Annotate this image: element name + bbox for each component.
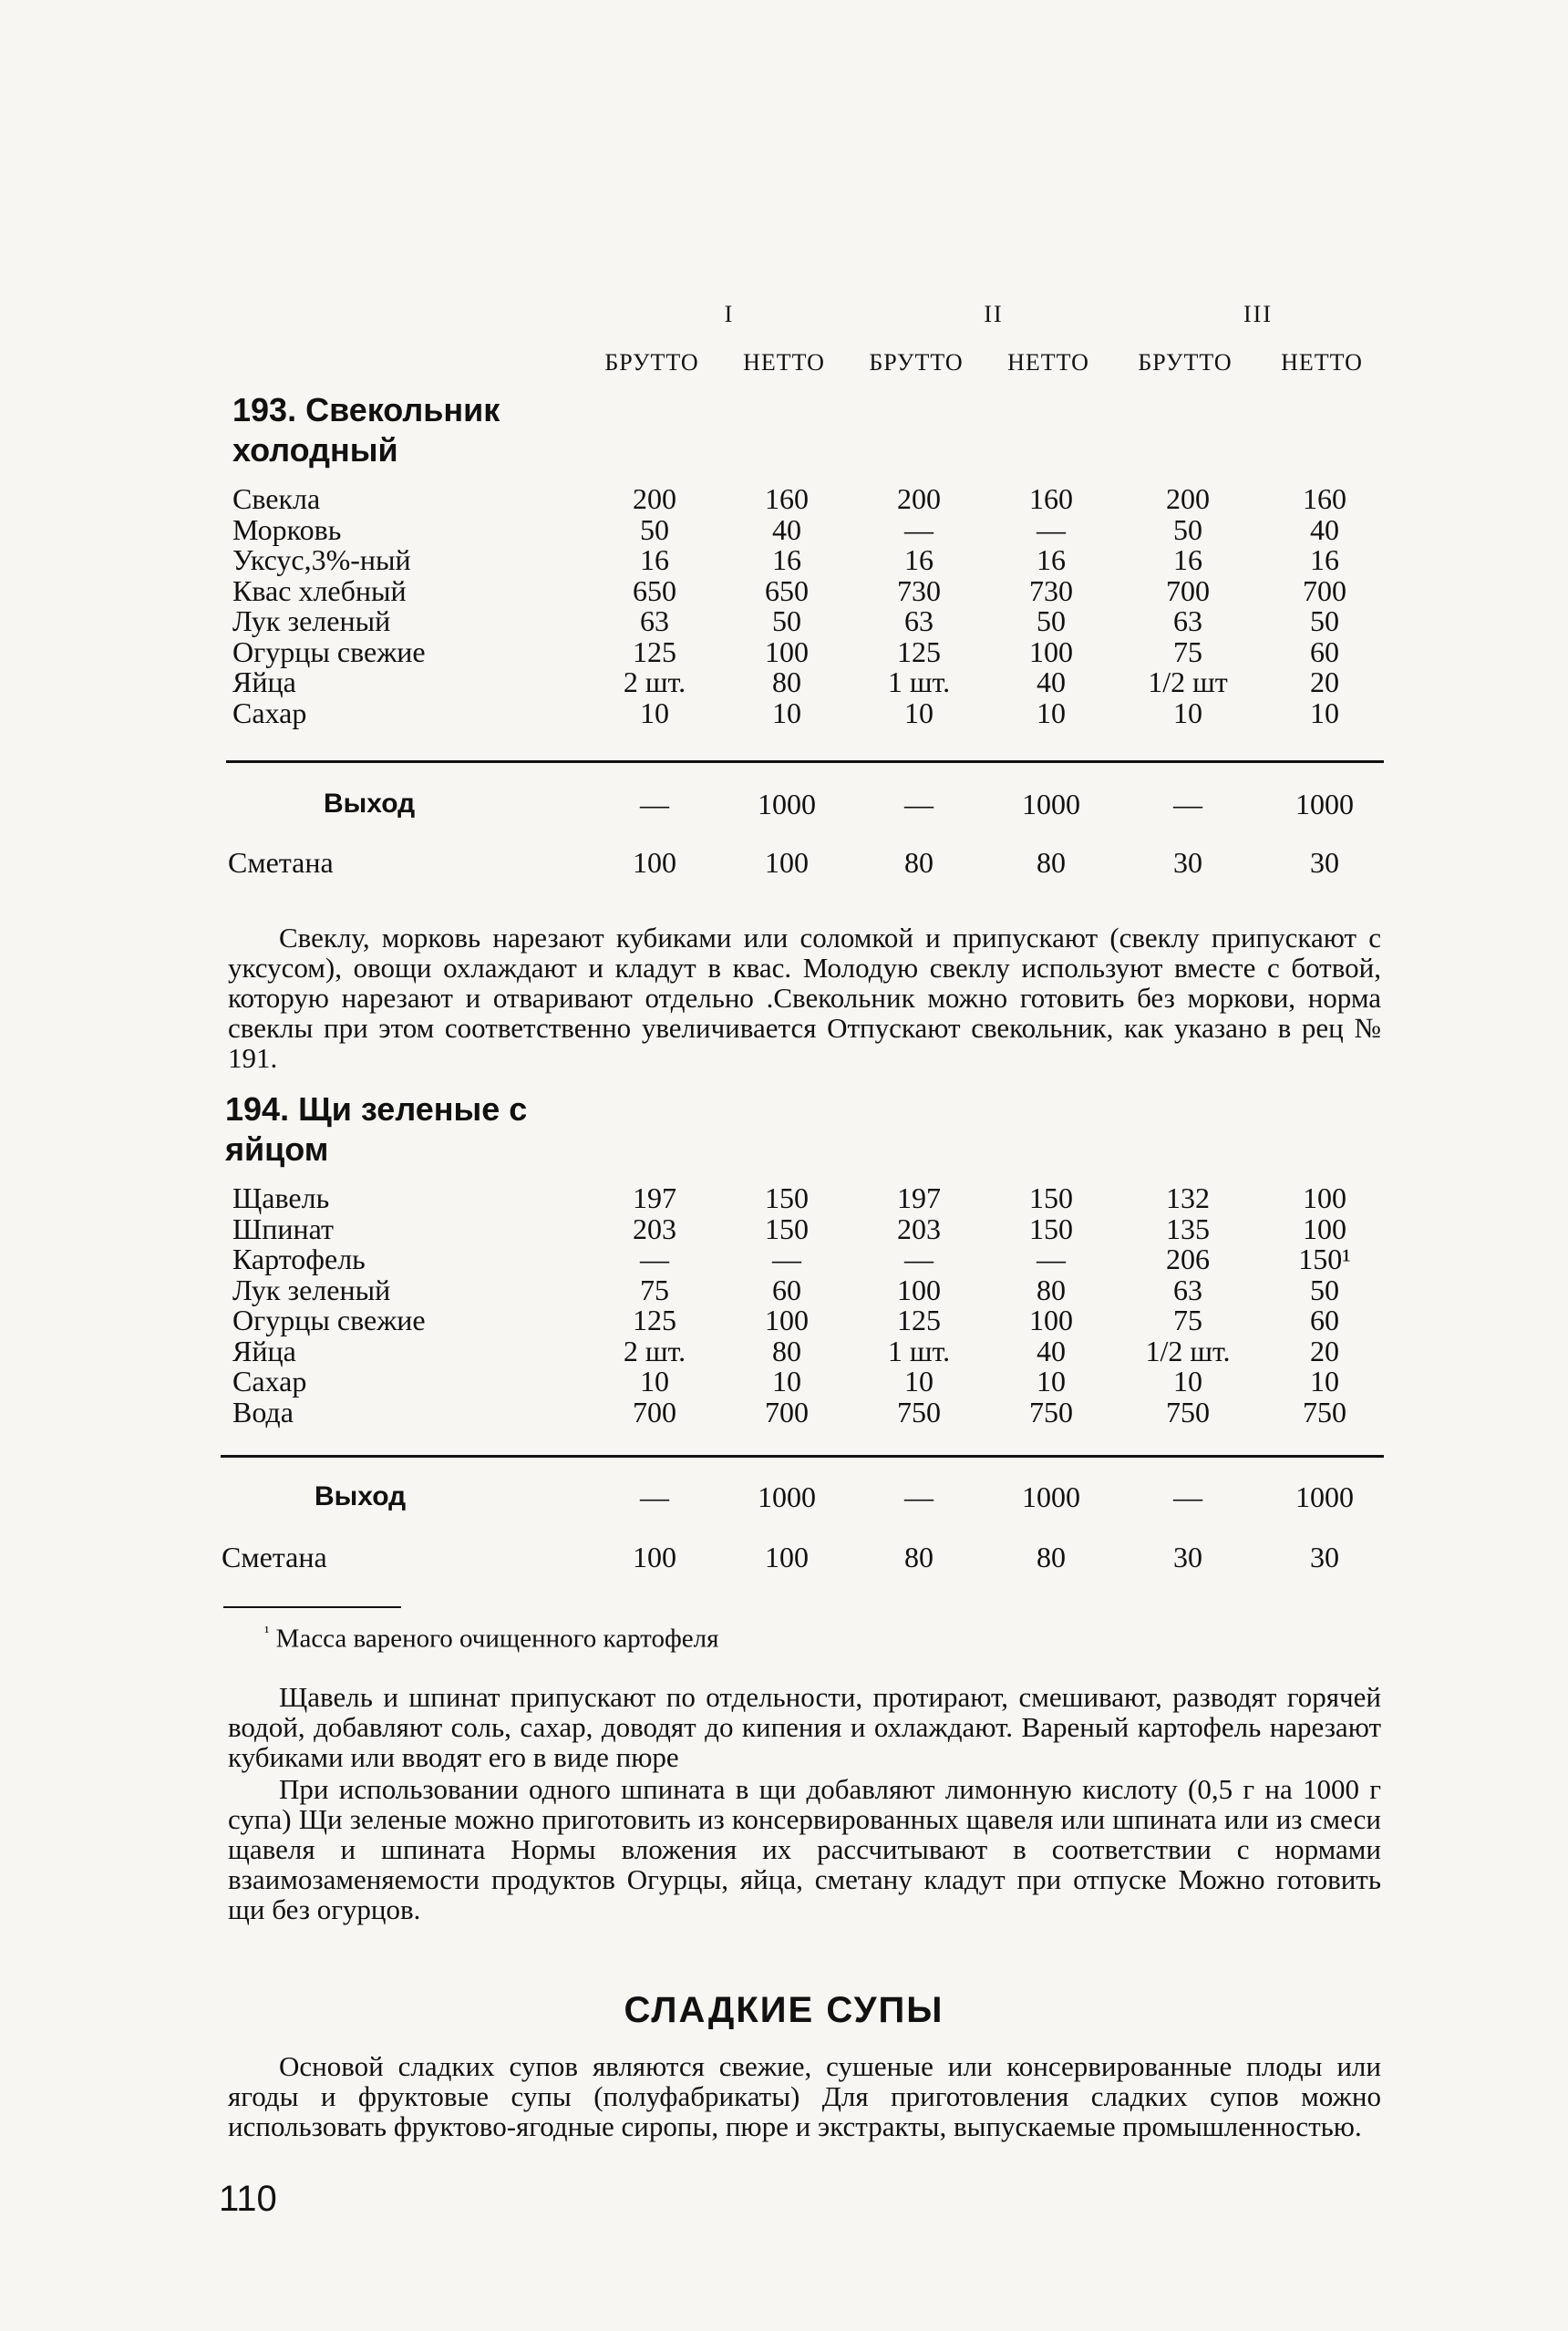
ingredient-name: Квас хлебный [232,573,407,607]
ingredient-name: Уксус,3%-ный [232,543,411,576]
table-row [0,1243,1568,1274]
netto-value: 1000 [1295,1480,1354,1513]
brutto-value: 16 [904,543,934,576]
netto-value: 700 [765,1395,809,1429]
netto-value: 100 [765,1304,809,1336]
netto-value: 40 [1037,665,1066,698]
brutto-value: — [904,1480,934,1513]
ingredient-name: Шпинат [232,1212,335,1245]
brutto-value: 1/2 шт. [1145,1334,1231,1367]
netto-value: 700 [1303,573,1346,607]
brutto-value: 2 шт. [623,665,686,698]
sour-cream-row [0,1539,1568,1575]
brutto-value: 197 [897,1181,941,1214]
table-row [0,544,1568,575]
header-brutto-2: БРУТТО [869,349,964,376]
brutto-value: 197 [633,1181,676,1214]
table-row [0,1274,1568,1305]
brutto-value: 125 [897,634,941,668]
brutto-value: 75 [1173,1304,1202,1336]
brutto-value: 50 [1173,512,1202,546]
ingredient-name: Морковь [232,512,342,546]
brutto-value: 132 [1166,1181,1210,1214]
netto-value: 100 [765,1541,809,1573]
brutto-value: 10 [904,1365,934,1398]
recipe-instructions: Щавель и шпинат припускают по отдельности, протирают, смешивают, разводят горячей водой, добавляют соль, сахар, доводят до кипения и охлаждают. Вареный картофель нарезают кубиками или вводят его в виде пюре [228,1681,1381,1773]
table-row [0,1397,1568,1428]
brutto-value: 200 [633,482,676,515]
netto-value: 750 [1029,1395,1073,1429]
footnote-mark: ¹ [264,1623,270,1641]
brutto-value: 75 [640,1273,669,1306]
brutto-value: 1 шт. [887,665,951,698]
section-title: СЛАДКИЕ СУПЫ [624,1990,944,2030]
brutto-value: 63 [1173,1273,1202,1306]
brutto-value: 200 [1166,482,1210,515]
output-row [0,1479,1568,1515]
brutto-value: 16 [640,543,669,576]
netto-value: 80 [772,1334,801,1367]
netto-value: 650 [765,573,809,607]
brutto-value: 1/2 шт [1148,665,1228,698]
brutto-value: 100 [633,1541,676,1573]
netto-value: 40 [772,512,801,546]
brutto-value: 30 [1173,846,1202,879]
brutto-value: 750 [897,1395,941,1429]
row-label: Выход [315,1481,407,1511]
column-headers [0,301,1568,383]
header-netto-2: НЕТТО [1007,349,1089,376]
table-row [0,1336,1568,1367]
netto-value: 40 [1310,512,1339,546]
netto-value: 150 [765,1212,809,1245]
brutto-value: 125 [633,634,676,668]
row-label: Сметана [228,846,334,879]
netto-value: 80 [1037,1541,1066,1573]
ingredient-name: Сахар [232,696,307,729]
brutto-value: 125 [633,1304,676,1336]
netto-value: 16 [1037,543,1066,576]
brutto-value: 10 [1173,1365,1202,1398]
brutto-value: — [640,788,669,820]
netto-value: 10 [772,696,801,729]
brutto-value: 100 [633,846,676,879]
recipe-notes: При использовании одного шпината в щи добавляют лимонную кислоту (0,5 г на 1000 г супа) Щи зеленые можно приготовить из консервированных щавеля или шпината или из смеси щавеля и шпината Нормы вложения их рассчитывают в соответствии с нормами взаимозаменяемости продуктов Огурцы, яйца, сметану кладут при отпуске Можно готовить щи без огурцов. [228,1773,1381,1925]
netto-value: 16 [772,543,801,576]
netto-value: 160 [1303,482,1346,515]
netto-value: 150 [1029,1212,1073,1245]
netto-value: 1000 [1022,1480,1080,1513]
netto-value: 100 [1029,1304,1073,1336]
netto-value: 100 [765,634,809,668]
ingredient-name: Щавель [232,1181,330,1214]
netto-value: 150 [1029,1181,1073,1214]
ingredient-name: Сахар [232,1365,307,1398]
ingredient-name: Яйца [232,665,296,698]
brutto-value: — [1173,788,1202,820]
footnote-rule [223,1606,401,1608]
brutto-value: 10 [640,1365,669,1398]
row-label: Сметана [222,1541,327,1573]
recipe-title: 193. Свекольник холодный [232,391,500,469]
table-row [0,1366,1568,1397]
netto-value: 20 [1310,665,1339,698]
brutto-value: 50 [640,512,669,546]
recipe-instructions: Свеклу, морковь нарезают кубиками или соломкой и припускают (свеклу припускают с уксусом), овощи охлаждают и кладут в квас. Молодую свеклу используют вместе с ботвой, которую нарезают и отваривают отдельно .Свекольник можно готовить без моркови, норма свеклы при этом соответственно увеличивается Отпускают свекольник, как указано в рец № 191. [228,922,1381,1074]
netto-value: 160 [765,482,809,515]
brutto-value: 10 [640,696,669,729]
brutto-value: — [640,1480,669,1513]
ingredient-name: Яйца [232,1334,296,1367]
netto-value: 150¹ [1298,1243,1351,1275]
brutto-value: 75 [1173,634,1202,668]
netto-value: 1000 [1295,788,1354,820]
column-group-3: III [1243,301,1273,327]
brutto-value: 30 [1173,1541,1202,1573]
brutto-value: 1 шт. [887,1334,951,1367]
brutto-value: 16 [1173,543,1202,576]
table-row [0,575,1568,606]
brutto-value: — [904,788,934,820]
brutto-value: 203 [633,1212,676,1245]
netto-value: 160 [1029,482,1073,515]
page-number: 110 [219,2179,277,2219]
ingredient-name: Картофель [232,1243,366,1275]
netto-value: 750 [1303,1395,1346,1429]
column-group-2: II [984,301,1004,327]
recipe-title: 194. Щи зеленые с яйцом [225,1090,528,1168]
brutto-value: — [904,512,934,546]
netto-value: 100 [1029,634,1073,668]
netto-value: — [1037,1243,1066,1275]
brutto-value: 2 шт. [623,1334,686,1367]
netto-value: 60 [1310,1304,1339,1336]
brutto-value: — [640,1243,669,1275]
ingredient-name: Лук зеленый [232,1273,391,1306]
netto-value: 730 [1029,573,1073,607]
column-group-1: I [724,301,735,327]
section-text: Основой сладких супов являются свежие, сушеные или консервированные плоды или ягоды и фруктовые супы (полуфабрикаты) Для приготовления сладких супов можно использовать фруктово-ягодные сиропы, пюре и экстракты, выпускаемые промышленностью. [228,2050,1381,2142]
netto-value: 10 [1310,1365,1339,1398]
netto-value: 100 [765,846,809,879]
brutto-value: 700 [1166,573,1210,607]
netto-value: 80 [1037,1273,1066,1306]
brutto-value: 10 [904,696,934,729]
netto-value: 10 [772,1365,801,1398]
netto-value: 50 [772,604,801,637]
header-brutto-3: БРУТТО [1138,349,1233,376]
brutto-value: — [904,1243,934,1275]
netto-value: 40 [1037,1334,1066,1367]
brutto-value: — [1173,1480,1202,1513]
header-brutto-1: БРУТТО [604,349,699,376]
table-row [0,605,1568,636]
table-row [0,697,1568,728]
header-netto-3: НЕТТО [1281,349,1363,376]
ingredient-name: Вода [232,1395,294,1429]
brutto-value: 650 [633,573,676,607]
netto-value: 30 [1310,1541,1339,1573]
brutto-value: 200 [897,482,941,515]
table-row [0,514,1568,545]
sour-cream-row [0,844,1568,881]
brutto-value: 125 [897,1304,941,1336]
ingredient-name: Огурцы свежие [232,1304,426,1336]
netto-value: 50 [1037,604,1066,637]
brutto-value: 63 [640,604,669,637]
netto-value: 30 [1310,846,1339,879]
netto-value: — [772,1243,801,1275]
brutto-value: 203 [897,1212,941,1245]
brutto-value: 730 [897,573,941,607]
brutto-value: 10 [1173,696,1202,729]
table-row [0,483,1568,514]
netto-value: 150 [765,1181,809,1214]
table-row [0,636,1568,667]
ingredient-name: Свекла [232,482,321,515]
brutto-value: 80 [904,846,934,879]
netto-value: 50 [1310,1273,1339,1306]
netto-value: — [1037,512,1066,546]
footnote-text: Масса вареного очищенного картофеля [275,1624,719,1654]
netto-value: 60 [1310,634,1339,668]
netto-value: 20 [1310,1334,1339,1367]
brutto-value: 100 [897,1273,941,1306]
netto-value: 10 [1037,696,1066,729]
netto-value: 80 [1037,846,1066,879]
netto-value: 1000 [758,1480,816,1513]
footnote [264,1617,718,1655]
output-row [0,786,1568,822]
netto-value: 60 [772,1273,801,1306]
table-divider [221,1455,1384,1458]
netto-value: 50 [1310,604,1339,637]
ingredient-name: Лук зеленый [232,604,391,637]
netto-value: 1000 [1022,788,1080,820]
table-row [0,1305,1568,1336]
ingredient-name: Огурцы свежие [232,634,426,668]
table-row [0,1182,1568,1213]
netto-value: 10 [1310,696,1339,729]
netto-value: 100 [1303,1212,1346,1245]
header-netto-1: НЕТТО [743,349,825,376]
brutto-value: 750 [1166,1395,1210,1429]
brutto-value: 700 [633,1395,676,1429]
netto-value: 16 [1310,543,1339,576]
brutto-value: 63 [1173,604,1202,637]
brutto-value: 135 [1166,1212,1210,1245]
brutto-value: 80 [904,1541,934,1573]
brutto-value: 206 [1166,1243,1210,1275]
table-divider [226,760,1384,763]
brutto-value: 63 [904,604,934,637]
table-row [0,1213,1568,1244]
row-label: Выход [324,789,416,819]
netto-value: 80 [772,665,801,698]
netto-value: 10 [1037,1365,1066,1398]
table-row [0,666,1568,697]
netto-value: 100 [1303,1181,1346,1214]
netto-value: 1000 [758,788,816,820]
